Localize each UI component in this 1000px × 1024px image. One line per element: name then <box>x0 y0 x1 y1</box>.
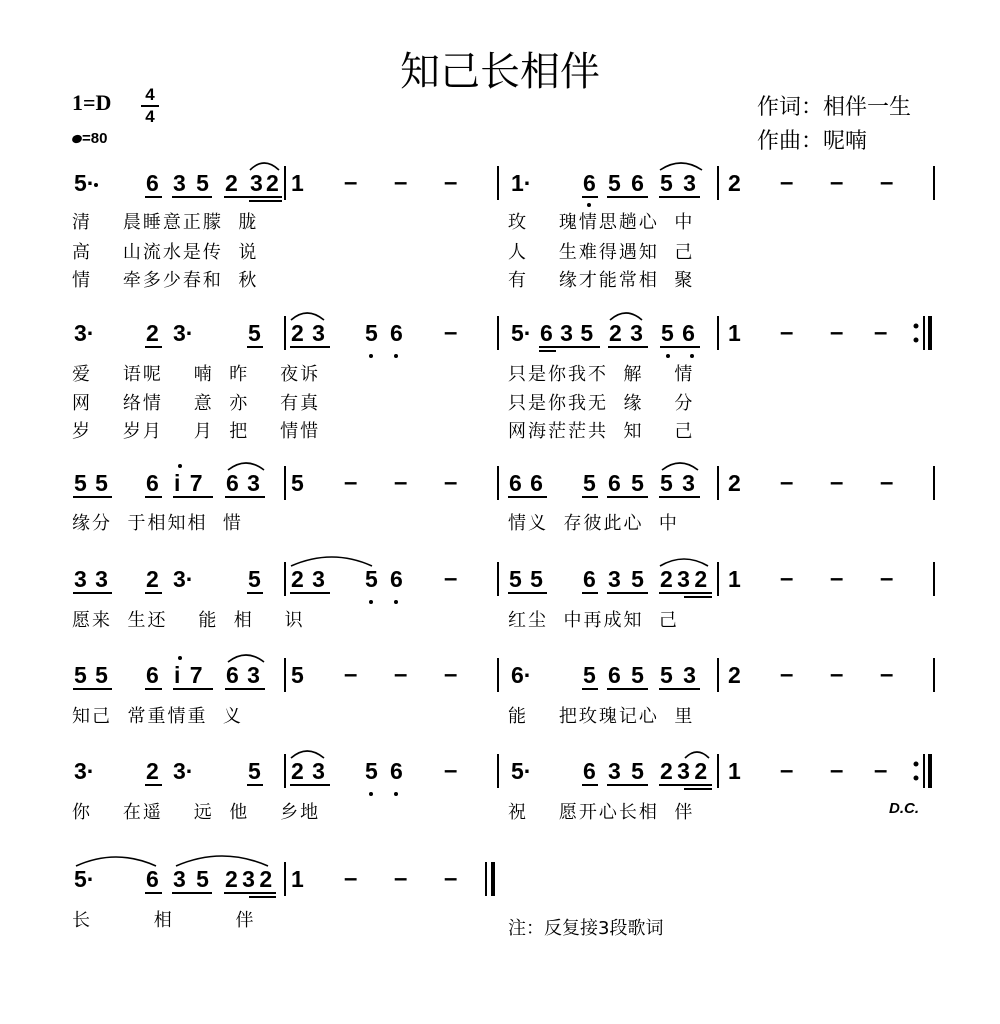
dash: – <box>780 757 794 784</box>
note: 5 6 <box>661 320 695 346</box>
note: 2 <box>728 662 741 688</box>
high-octave-dot <box>178 464 182 468</box>
note: 1 <box>728 758 741 784</box>
lyric-line: 知己 常重情重 义 <box>72 706 243 727</box>
note: 2 3 2 <box>660 566 708 592</box>
note: 2 <box>225 170 238 196</box>
note: 3· <box>173 320 194 346</box>
note: 3· <box>74 320 95 346</box>
time-signature-top: 4 <box>145 85 155 104</box>
dash: – <box>780 169 794 196</box>
note: 5 <box>248 320 261 346</box>
dash: – <box>874 757 888 784</box>
high-octave-dot <box>178 656 182 660</box>
lyric-line: 你 在遥 远 他 乡地 <box>72 802 321 823</box>
note: 5· <box>511 758 532 784</box>
note: 2 3 <box>291 320 325 346</box>
note: 6 <box>146 662 159 688</box>
note: 2 3 <box>291 566 325 592</box>
note: 3 3 <box>74 566 108 592</box>
note: 6 3 <box>226 662 260 688</box>
lyric-line: 网 络情 意 亦 有真 <box>72 393 321 414</box>
lyric-line: 清 晨睡意正朦 胧 <box>72 212 259 233</box>
note: 2 3 2 <box>660 758 708 784</box>
note: 3· <box>173 566 194 592</box>
dash: – <box>780 661 794 688</box>
note: 2 <box>146 758 159 784</box>
note: 5 <box>291 470 304 496</box>
note: 6 <box>146 866 159 892</box>
note: 1 <box>291 866 304 892</box>
lyric-line: 有 缘才能常相 聚 <box>508 270 695 291</box>
note: i 7 <box>174 470 203 496</box>
repeat-dot <box>914 324 919 329</box>
note: 6 <box>390 566 403 592</box>
low-octave-dot <box>394 354 398 358</box>
low-octave-dot <box>369 354 373 358</box>
dash: – <box>880 169 894 196</box>
note: 6 5 <box>608 662 644 688</box>
lyricist-credit: 作词：相伴一生 <box>757 95 912 120</box>
note: 5· <box>511 320 532 346</box>
dash: – <box>444 865 458 892</box>
dash: – <box>444 169 458 196</box>
dash: – <box>830 169 844 196</box>
note: 3 5 <box>608 566 644 592</box>
note: 5 6 <box>608 170 644 196</box>
note: i 7 <box>174 662 203 688</box>
note: 5 3 <box>660 170 696 196</box>
note: 5 5 <box>509 566 543 592</box>
note: 3· <box>173 758 194 784</box>
dash: – <box>344 169 358 196</box>
dash: – <box>874 319 888 346</box>
lyric-line: 情义 存彼此心 中 <box>508 513 679 534</box>
note: 5 3 <box>660 662 696 688</box>
lyric-line: 祝 愿开心长相 伴 <box>508 802 695 823</box>
lyric-line: 岁 岁月 月 把 情惜 <box>72 421 321 442</box>
dash: – <box>394 661 408 688</box>
note: 5 <box>248 566 261 592</box>
low-octave-dot <box>666 354 670 358</box>
slur <box>291 751 324 758</box>
note: 2 3 <box>609 320 643 346</box>
note: 2 <box>266 170 279 196</box>
low-octave-dot <box>587 203 591 207</box>
note: 3 5 <box>173 866 209 892</box>
note: 6 <box>146 170 159 196</box>
dash: – <box>830 319 844 346</box>
song-title: 知己长相伴 <box>400 49 600 95</box>
low-octave-dot <box>690 354 694 358</box>
dash: – <box>780 565 794 592</box>
lyric-line: 高 山流水是传 说 <box>72 242 259 263</box>
augmentation-dot <box>94 183 98 187</box>
lyric-line: 长 相 伴 <box>72 910 256 931</box>
note: 2 <box>146 320 159 346</box>
note: 6 <box>583 758 596 784</box>
note: 6 6 <box>509 470 543 496</box>
note: 6 <box>390 320 403 346</box>
note: 3 5 <box>608 758 644 784</box>
dash: – <box>394 865 408 892</box>
note: 5 5 <box>74 470 108 496</box>
dash: – <box>780 319 794 346</box>
low-octave-dot <box>369 600 373 604</box>
dash: – <box>880 661 894 688</box>
dash: – <box>780 469 794 496</box>
note: 1 <box>291 170 304 196</box>
slur <box>660 163 702 170</box>
lyric-line: 只是你我不 解 情 <box>508 364 695 385</box>
low-octave-dot <box>394 792 398 796</box>
note: 2 <box>728 170 741 196</box>
note: 1 <box>728 566 741 592</box>
note: 5 <box>365 758 378 784</box>
note: 6 <box>583 170 596 196</box>
note: 5· <box>74 170 95 196</box>
dash: – <box>394 169 408 196</box>
low-octave-dot <box>369 792 373 796</box>
lyric-line: 红尘 中再成知 己 <box>508 610 679 631</box>
dash: – <box>830 661 844 688</box>
dc-marking: D.C. <box>889 800 919 817</box>
dash: – <box>444 757 458 784</box>
note: 5 <box>583 662 596 688</box>
lyric-line: 人 生难得遇知 己 <box>508 242 695 263</box>
repeat-dot <box>914 762 919 767</box>
footnote: 注：反复接3段歌词 <box>508 918 664 939</box>
note: 5 <box>291 662 304 688</box>
dash: – <box>880 565 894 592</box>
slur <box>660 559 708 566</box>
note: 6 <box>146 470 159 496</box>
note: 2 <box>146 566 159 592</box>
lyric-line: 只是你我无 缘 分 <box>508 393 695 414</box>
dash: – <box>444 319 458 346</box>
lyric-line: 情 牵多少春和 秋 <box>72 270 259 291</box>
slur <box>228 655 264 662</box>
note: 5 <box>365 320 378 346</box>
note: 2 3 2 <box>225 866 273 892</box>
lyric-line: 网海茫茫共 知 己 <box>508 421 695 442</box>
lyric-line: 爱 语呢 喃 昨 夜诉 <box>72 364 321 385</box>
dash: – <box>394 469 408 496</box>
slur <box>291 557 372 566</box>
repeat-dot <box>914 338 919 343</box>
note: 6 5 <box>608 470 644 496</box>
slur <box>76 857 156 866</box>
note: 5 3 <box>660 470 695 496</box>
lyric-line: 缘分 于相知相 惜 <box>72 513 243 534</box>
low-octave-dot <box>394 600 398 604</box>
key-signature: 1=D <box>72 90 112 115</box>
slur <box>228 463 264 470</box>
note: 2 3 <box>291 758 325 784</box>
slur <box>685 752 709 758</box>
note: 5 <box>583 470 596 496</box>
note: 5 5 <box>74 662 108 688</box>
note: 6 <box>583 566 596 592</box>
note: 3 5 <box>173 170 209 196</box>
note: 6 <box>390 758 403 784</box>
slur <box>662 463 698 470</box>
note: 6 3 5 <box>540 320 594 346</box>
repeat-dot <box>914 776 919 781</box>
note: 5· <box>74 866 95 892</box>
dash: – <box>830 565 844 592</box>
dash: – <box>344 661 358 688</box>
lyric-line: 愿来 生还 能 相 识 <box>72 610 305 631</box>
composer-credit: 作曲：呢喃 <box>757 129 868 154</box>
dash: – <box>344 469 358 496</box>
note: 1 <box>728 320 741 346</box>
slur <box>176 856 268 866</box>
dash: – <box>344 865 358 892</box>
note: 5 <box>248 758 261 784</box>
note: 5 <box>365 566 378 592</box>
dash: – <box>444 661 458 688</box>
dash: – <box>444 565 458 592</box>
note: 2 <box>728 470 741 496</box>
dash: – <box>444 469 458 496</box>
dash: – <box>830 469 844 496</box>
lyric-line: 能 把玫瑰记心 里 <box>508 706 695 727</box>
lyric-line: 玫 瑰情思趟心 中 <box>508 212 695 233</box>
slur <box>291 313 324 320</box>
note: 3· <box>74 758 95 784</box>
note: 1· <box>511 170 532 196</box>
dash: – <box>830 757 844 784</box>
note: 3 <box>250 170 263 196</box>
note: 6· <box>511 662 532 688</box>
slur <box>250 163 279 170</box>
note: 6 3 <box>226 470 260 496</box>
dash: – <box>880 469 894 496</box>
slur <box>610 313 642 320</box>
tempo-value: =80 <box>82 130 108 147</box>
time-signature-bottom: 4 <box>145 107 155 126</box>
